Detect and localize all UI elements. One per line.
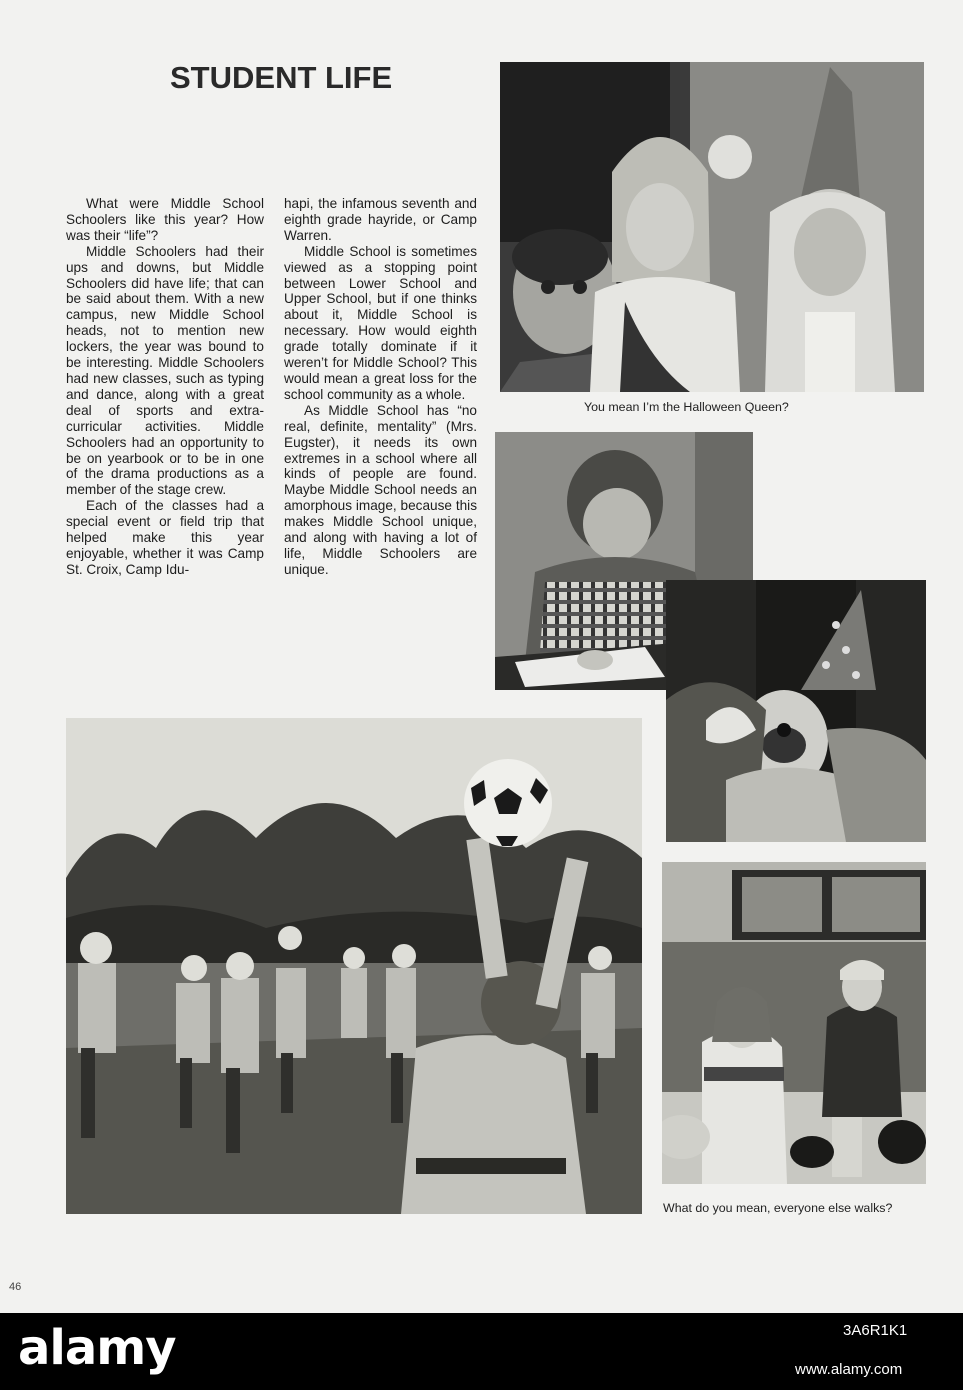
article-paragraph: Each of the classes had a special event or field trip that helped make this year enjoyable, whether it was Camp St. Croix, Camp Idu- [66,498,264,577]
article-column-1 [66,196,264,578]
page-title: STUDENT LIFE [170,60,393,95]
school-bus-photo [662,862,926,1184]
image-id: 3A6R1K1 [843,1322,908,1339]
clown-photo [666,580,926,842]
article-paragraph: Middle Schoolers had their ups and downs, but Middle Schoolers did have life; that can be said about them. With a new campus, new Middle School heads, not to mention new lockers, the year was bound to be interesting. Middle Schoolers had new classes, such as typing and dance, along with a great deal of sports and extra-curricular activities. Middle Schoolers had an opportunity to be on yearbook or to be in one of the drama productions as a member of the stage crew. [66,243,264,498]
bus-caption: What do you mean, everyone else walks? [663,1201,893,1215]
article-paragraph: hapi, the infamous seventh and eighth grade hayride, or Camp Warren. [284,196,477,243]
halloween-caption: You mean I’m the Halloween Queen? [584,400,789,414]
alamy-logo: alamy [18,1320,176,1376]
page-number: 46 [9,1281,22,1293]
article-paragraph: What were Middle School Schoolers like this year? How was their “life”? [66,196,264,243]
source-url: www.alamy.com [795,1361,903,1378]
article-paragraph: As Middle School has “no real, definite, mentality” (Mrs. Eugster), it needs its own extremes in a school where all kinds of people are found. Maybe Middle School needs an amorphous image, because this makes Middle School unique, and along with having a lot of life, Middle Schoolers are unique. [284,402,477,577]
soccer-photo [66,718,642,1214]
article-paragraph: Middle School is sometimes viewed as a stopping point between Lower School and Upper School, but if one thinks about it, Middle School is necessary. How would eighth grade totally dominate if it weren’t for Middle School? This would mean a great loss for the school community as a whole. [284,243,477,402]
halloween-photo [500,62,924,392]
article-column-2 [284,196,477,578]
